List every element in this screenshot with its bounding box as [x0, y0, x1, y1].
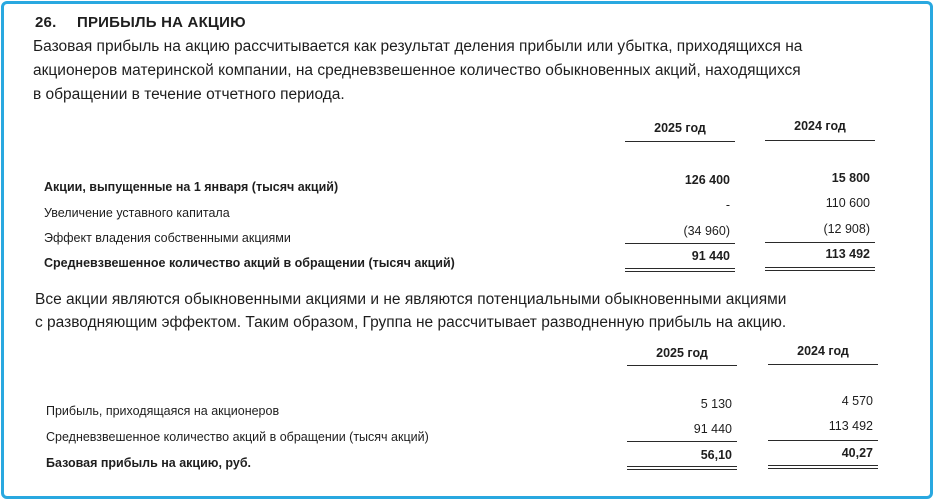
table1-total-label: Средневзвешенное количество акций в обращении (тысяч акций)	[44, 256, 455, 270]
table1-subtotal-rule-2024	[765, 242, 875, 243]
table2-row-value-2024: 4 570	[841, 394, 873, 408]
table1-row-label: Увеличение уставного капитала	[44, 206, 230, 220]
table2-total-label: Базовая прибыль на акцию, руб.	[46, 456, 252, 470]
table2-subtotal-rule-2024	[768, 440, 878, 441]
table1-total-double-rule-c	[765, 267, 875, 268]
table1-total-double-rule-a	[625, 268, 735, 269]
table2-total-value-2025: 56,10	[700, 448, 732, 462]
table2-total-double-rule-d	[768, 468, 878, 469]
table2-total-double-rule-c	[768, 465, 878, 466]
table1-row-value-2024: 15 800	[831, 171, 870, 185]
table1-header-2025: 2025 год	[654, 121, 706, 135]
table2-row-label: Средневзвешенное количество акций в обращении (тысяч акций)	[46, 430, 429, 444]
table2-total-value-2024: 40,27	[841, 446, 873, 460]
table1-total-double-rule-b	[625, 271, 735, 272]
table1-row-value-2024: (12 908)	[823, 222, 870, 236]
table2-row-value-2025: 5 130	[700, 397, 732, 411]
section-title: ПРИБЫЛЬ НА АКЦИЮ	[77, 14, 246, 31]
table1-header-rule-2025	[625, 141, 735, 142]
table1-row-value-2025: 126 400	[684, 173, 730, 187]
table1-header-2024: 2024 год	[794, 119, 846, 133]
table2-total-double-rule-a	[627, 466, 737, 467]
table1-total-double-rule-d	[765, 270, 875, 271]
table1-row-value-2025: (34 960)	[683, 224, 730, 238]
table2-header-rule-2024	[768, 364, 878, 365]
table1-row-value-2024: 110 600	[825, 196, 870, 210]
middle-line-1: Все акции являются обыкновенными акциями и не являются потенциальными обыкновенными акциями	[35, 291, 787, 308]
table2-subtotal-rule-2025	[627, 441, 737, 442]
table2-header-rule-2025	[627, 365, 737, 366]
intro-line-2: акционеров материнской компании, на средневзвешенное количество обыкновенных акций, находящихся	[33, 62, 801, 79]
table2-row-value-2025: 91 440	[693, 422, 732, 436]
table2-total-double-rule-b	[627, 469, 737, 470]
middle-line-2: с разводняющим эффектом. Таким образом, Группа не рассчитывает разводненную прибыль на акцию.	[35, 314, 787, 331]
intro-line-3: в обращении в течение отчетного периода.	[33, 86, 345, 103]
table2-row-label: Прибыль, приходящаяся на акционеров	[46, 404, 280, 418]
intro-line-1: Базовая прибыль на акцию рассчитывается как результат деления прибыли или убытка, приходящихся на	[33, 38, 803, 55]
table2-row-value-2024: 113 492	[828, 419, 873, 433]
table1-row-label: Эффект владения собственными акциями	[44, 231, 291, 245]
table2-header-2025: 2025 год	[656, 346, 708, 360]
table1-total-value-2025: 91 440	[691, 249, 730, 263]
table1-total-value-2024: 113 492	[825, 247, 870, 261]
table1-subtotal-rule-2025	[625, 243, 735, 244]
table2-header-2024: 2024 год	[797, 344, 849, 358]
table1-row-label: Акции, выпущенные на 1 января (тысяч акций)	[44, 180, 339, 194]
table1-row-value-2025: -	[725, 198, 730, 212]
table1-header-rule-2024	[765, 140, 875, 141]
section-number: 26.	[35, 14, 57, 31]
